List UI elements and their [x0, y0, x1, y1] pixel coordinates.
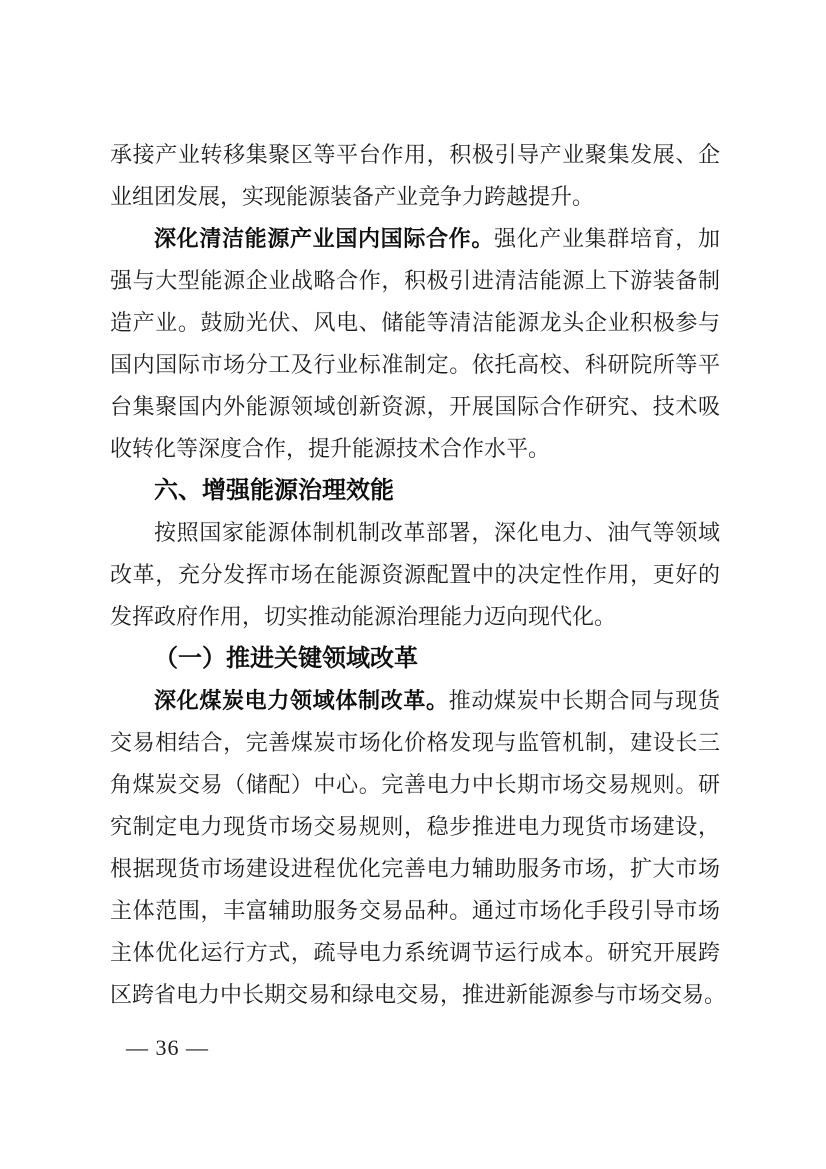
body-text-run: 强与大型能源企业战略合作，积极引进清洁能源上下游装备制 — [110, 268, 720, 293]
paragraph-coal-power-reform-line — [110, 722, 720, 764]
body-text-run: 改革，充分发挥市场在能源资源配置中的决定性作用，更好的 — [110, 562, 720, 587]
section-heading-six-line — [110, 470, 720, 512]
paragraph-coal-power-reform-line — [110, 974, 727, 1016]
subsection-heading-one-line — [110, 638, 720, 680]
paragraph-clean-energy-cooperation-line — [110, 260, 720, 302]
paragraph-governance-intro-line — [110, 596, 720, 638]
paragraph-coal-power-reform-line — [110, 848, 720, 890]
page-number-footer: — 36 — — [126, 1035, 209, 1060]
body-text-run: 按照国家能源体制机制改革部署，深化电力、油气等领域 — [154, 520, 720, 545]
body-text-run: 根据现货市场建设进程优化完善电力辅助服务市场，扩大市场 — [110, 856, 720, 881]
document-content — [110, 134, 727, 1016]
body-text-run: 推动煤炭中长期合同与现货 — [448, 688, 720, 713]
bold-lead-in-text: 深化煤炭电力领域体制改革。 — [154, 688, 449, 713]
body-text-run: 角煤炭交易（储配）中心。完善电力中长期市场交易规则。研 — [110, 772, 720, 797]
paragraph-coal-power-reform-line — [110, 680, 720, 722]
body-text-run: 区跨省电力中长期交易和绿电交易，推进新能源参与市场交易。 — [110, 982, 727, 1007]
body-text-run: 收转化等深度合作，提升能源技术合作水平。 — [110, 436, 551, 461]
paragraph-clean-energy-cooperation-line — [110, 302, 720, 344]
bold-lead-in-text: 深化清洁能源产业国内国际合作。 — [154, 226, 494, 251]
bold-lead-in-text: 六、增强能源治理效能 — [154, 477, 394, 504]
paragraph-clean-energy-cooperation-line — [110, 344, 720, 386]
body-text-run: 发挥政府作用，切实推动能源治理能力迈向现代化。 — [110, 604, 617, 629]
body-text-run: 强化产业集群培育，加 — [493, 226, 720, 251]
paragraph-clean-energy-cooperation-line — [110, 218, 720, 260]
paragraph-clean-energy-cooperation-line — [110, 428, 720, 470]
paragraph-governance-intro-line — [110, 512, 720, 554]
paragraph-governance-intro-line — [110, 554, 720, 596]
paragraph-coal-power-reform-line — [110, 932, 720, 974]
body-text-run: 业组团发展，实现能源装备产业竞争力跨越提升。 — [110, 184, 595, 209]
paragraph-industry-cluster-continuation-line — [110, 134, 720, 176]
body-text-run: 交易相结合，完善煤炭市场化价格发现与监管机制，建设长三 — [110, 730, 720, 755]
paragraph-clean-energy-cooperation-line — [110, 386, 720, 428]
body-text-run: 主体范围，丰富辅助服务交易品种。通过市场化手段引导市场 — [110, 898, 720, 923]
bold-lead-in-text: （一）推进关键领域改革 — [154, 646, 418, 672]
paragraph-coal-power-reform-line — [110, 764, 720, 806]
body-text-run: 主体优化运行方式，疏导电力系统调节运行成本。研究开展跨 — [110, 940, 720, 965]
body-text-run: 台集聚国内外能源领域创新资源，开展国际合作研究、技术吸 — [110, 394, 720, 419]
paragraph-industry-cluster-continuation-line — [110, 176, 720, 218]
body-text-run: 究制定电力现货市场交易规则，稳步推进电力现货市场建设， — [110, 814, 720, 839]
paragraph-coal-power-reform-line — [110, 890, 720, 932]
body-text-run: 国内国际市场分工及行业标准制定。依托高校、科研院所等平 — [110, 352, 720, 377]
paragraph-coal-power-reform-line — [110, 806, 720, 848]
body-text-run: 造产业。鼓励光伏、风电、储能等清洁能源龙头企业积极参与 — [110, 310, 720, 335]
body-text-run: 承接产业转移集聚区等平台作用，积极引导产业聚集发展、企 — [110, 142, 720, 167]
